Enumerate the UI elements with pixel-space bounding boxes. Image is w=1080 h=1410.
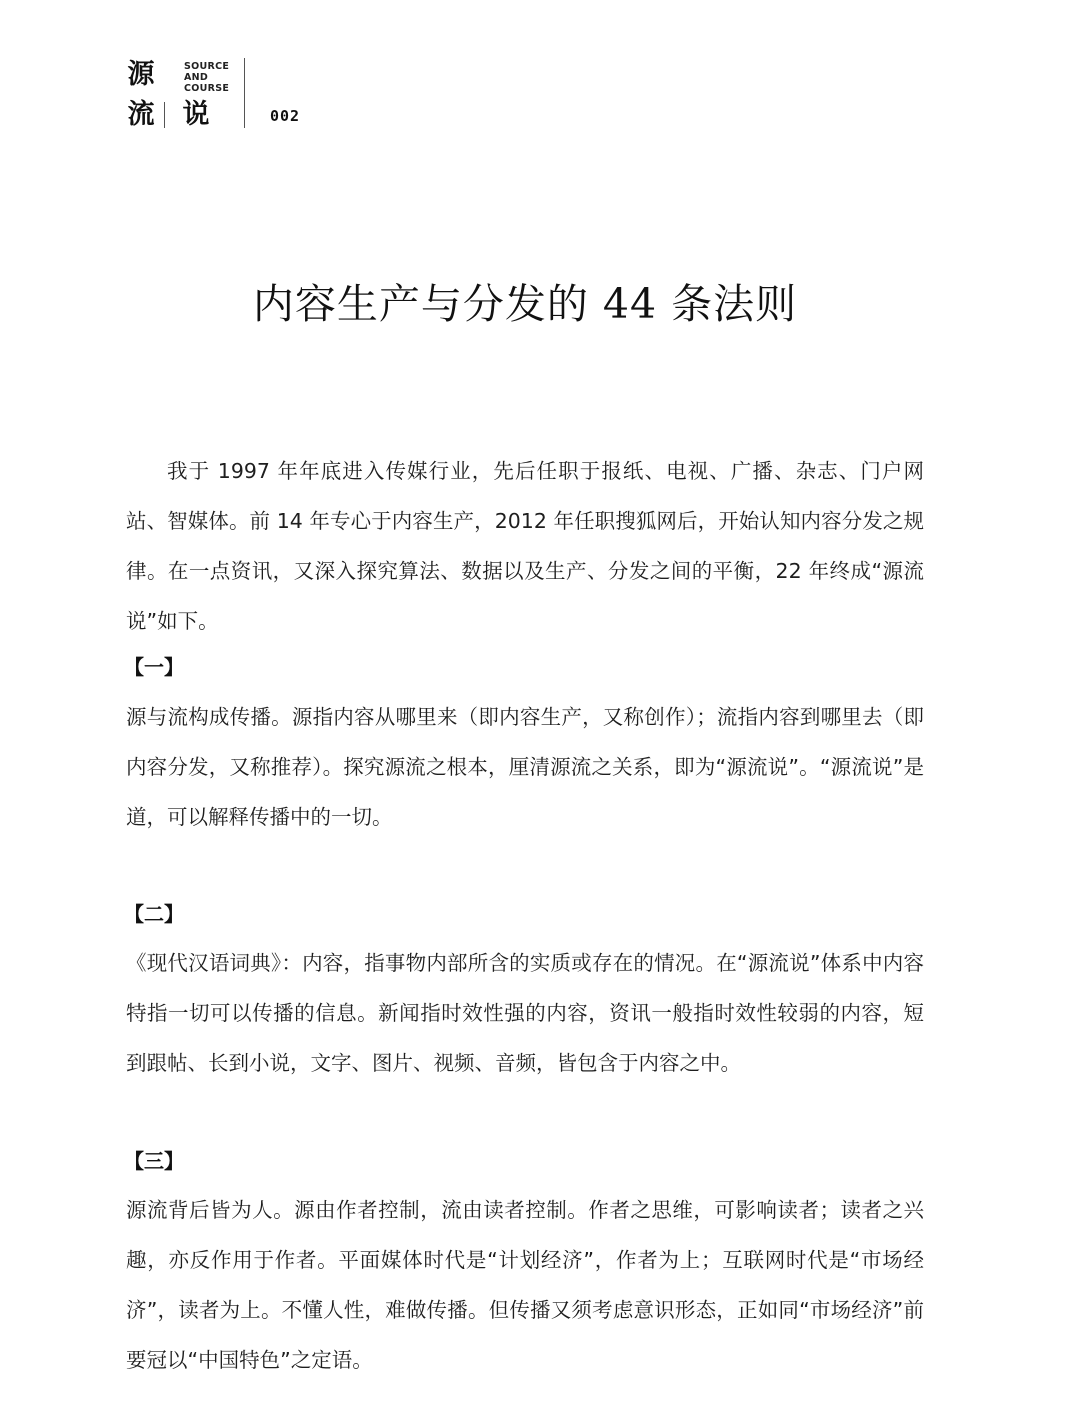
logo-char-yuan: 源 — [127, 59, 155, 90]
intro-paragraph: 我于 1997 年年底进入传媒行业，先后任职于报纸、电视、广播、杂志、门户网站、智媒体。前 14 年专心于内容生产，2012 年任职搜狐网后，开始认知内容分发之规律。在一点资讯，又深入探究算法、数据以及生产、分发之间的平衡，22 年终成“源流说”如下。 — [126, 459, 924, 633]
issue-number: 002 — [270, 107, 301, 125]
section-body-3: 源流背后皆为人。源由作者控制，流由读者控制。作者之思维，可影响读者；读者之兴趣，亦反作用于作者。平面媒体时代是“计划经济”，作者为上；互联网时代是“市场经济”，读者为上。不懂人性，难做传播。但传播又须考虑意识形态，正如同“市场经济”前要冠以“中国特色”之定语。 — [126, 1198, 924, 1372]
logo-english-text: SOURCE AND COURSE — [184, 61, 230, 94]
logo-char-liu: 流 — [127, 99, 155, 130]
section-heading-2: 【二】 — [124, 902, 184, 926]
section-body-2: 《现代汉语词典》：内容，指事物内部所含的实质或存在的情况。在“源流说”体系中内容特指一切可以传播的信息。新闻指时效性强的内容，资讯一般指时效性较弱的内容，短到跟帖、长到小说，文字、图片、视频、音频，皆包含于内容之中。 — [126, 951, 924, 1075]
page-title: 内容生产与分发的 44 条法则 — [252, 280, 798, 328]
logo-divider — [164, 102, 165, 128]
section-heading-1: 【一】 — [124, 655, 184, 679]
section-heading-3: 【三】 — [124, 1149, 184, 1173]
logo-divider — [244, 58, 245, 128]
logo-char-shuo: 说 — [182, 99, 210, 130]
section-body-1: 源与流构成传播。源指内容从哪里来（即内容生产，又称创作）；流指内容到哪里去（即内容分发，又称推荐）。探究源流之根本，厘清源流之关系，即为“源流说”。“源流说”是道，可以解释传播中的一切。 — [126, 705, 924, 829]
